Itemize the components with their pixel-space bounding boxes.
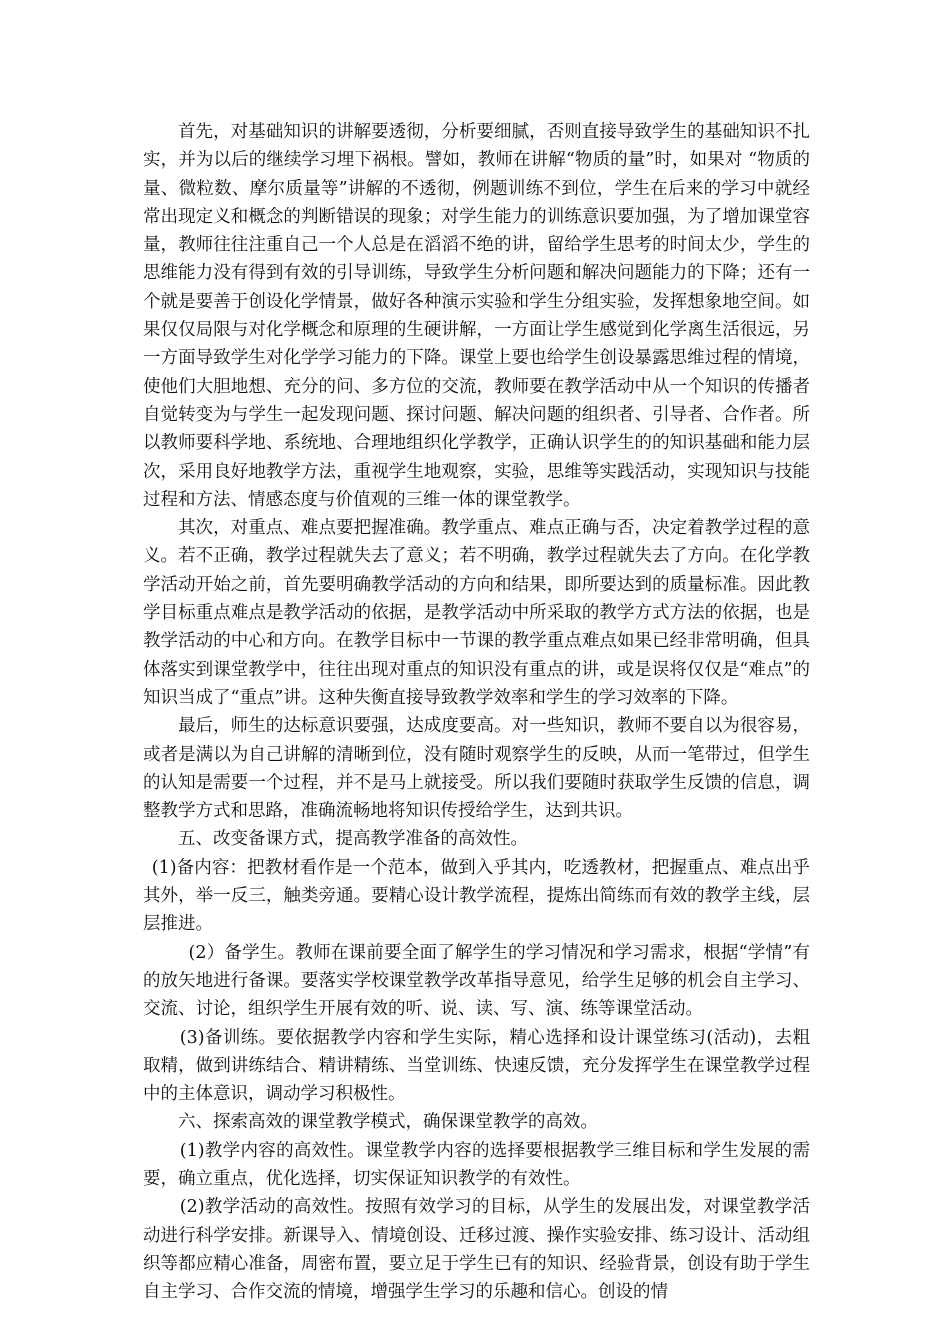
paragraph-prepare-content: (1)备内容：把教材看作是一个范本，做到入乎其内，吃透教材，把握重点、难点出乎其外，举一反三，触类旁通。要精心设计教学流程，提炼出简练而有效的教学主线，层层推进。: [143, 857, 810, 935]
body-text: [143, 118, 810, 1306]
paragraph-content-efficiency: (1)教学内容的高效性。课堂教学内容的选择要根据教学三维目标和学生发展的需要，确立重点，优化选择，切实保证知识教学的有效性。: [143, 1140, 810, 1189]
paragraph-mastery: 最后，师生的达标意识要强，达成度要高。对一些知识，教师不要自以为很容易，或者是满以为自己讲解的清晰到位，没有随时观察学生的反映，从而一笔带过，但学生的认知是需要一个过程，并不是马上就接受。所以我们要随时获取学生反馈的信息，调整教学方式和思路，准确流畅地将知识传授给学生，达到共识。: [143, 716, 810, 822]
heading-section-six: 六、探索高效的课堂教学模式，确保课堂教学的高效。: [178, 1112, 598, 1133]
paragraph-basics: 首先，对基础知识的讲解要透彻，分析要细腻，否则直接导致学生的基础知识不扎实，并为以后的继续学习埋下祸根。譬如，教师在讲解“物质的量”时，如果对 “物质的量、微粒数、摩尔质量等”讲解的不透彻，例题训练不到位，学生在后来的学习中就经常出现定义和概念的判断错误的现象；对学生能力的训练意识要加强，为了增加课堂容量，教师往往注重自己一个人总是在滔滔不绝的讲，留给学生思考的时间太少，学生的思维能力没有得到有效的引导训练，导致学生分析问题和解决问题能力的下降；还有一个就是要善于创设化学情景，做好各种演示实验和学生分组实验，发挥想象地空间。如果仅仅局限与对化学概念和原理的生硬讲解，一方面让学生感觉到化学离生活很远，另一方面导致学生对化学学习能力的下降。课堂上要也给学生创设暴露思维过程的情境，使他们大胆地想、充分的问、多方位的交流，教师要在教学活动中从一个知识的传播者自觉转变为与学生一起发现问题、探讨问题、解决问题的组织者、引导者、合作者。所以教师要科学地、系统地、合理地组织化学教学，正确认识学生的的知识基础和能力层次，采用良好地教学方法，重视学生地观察，实验，思维等实践活动，实现知识与技能过程和方法、情感态度与价值观的三维一体的课堂教学。: [143, 122, 810, 510]
paragraph-key-points: 其次，对重点、难点要把握准确。教学重点、难点正确与否，决定着教学过程的意义。若不正确，教学过程就失去了意义；若不明确，教学过程就失去了方向。在化学教学活动开始之前，首先要明确教学活动的方向和结果，即所要达到的质量标准。因此教学目标重点难点是教学活动的依据，是教学活动中所采取的教学方式方法的依据，也是教学活动的中心和方向。在教学目标中一节课的教学重点难点如果已经非常明确，但具体落实到课堂教学中，往往出现对重点的知识没有重点的讲，或是误将仅仅是“难点”的知识当成了“重点”讲。这种失衡直接导致教学效率和学生的学习效率的下降。: [143, 518, 810, 708]
paragraph-prepare-students: (2）备学生。教师在课前要全面了解学生的学习情况和学习需求，根据“学情”有的放矢地进行备课。要落实学校课堂教学改革指导意见，给学生足够的机会自主学习、交流、讨论，组织学生开展有效的听、说、读、写、演、练等课堂活动。: [143, 942, 810, 1020]
paragraph-activity-efficiency: (2)教学活动的高效性。按照有效学习的目标，从学生的发展出发，对课堂教学活动进行科学安排。新课导入、情境创设、迁移过渡、操作实验安排、练习设计、活动组织等都应精心准备，周密布置，要立足于学生已有的知识、经验背景，创设有助于学生自主学习、合作交流的情境，增强学生学习的乐趣和信心。创设的情: [143, 1197, 810, 1303]
heading-section-five: 五、改变备课方式，提高教学准备的高效性。: [178, 829, 528, 850]
paragraph-prepare-training: (3)备训练。要依据教学内容和学生实际，精心选择和设计课堂练习(活动)，去粗取精，做到讲练结合、精讲精练、当堂训练、快速反馈，充分发挥学生在课堂教学过程中的主体意识，调动学习积极性。: [143, 1027, 810, 1105]
